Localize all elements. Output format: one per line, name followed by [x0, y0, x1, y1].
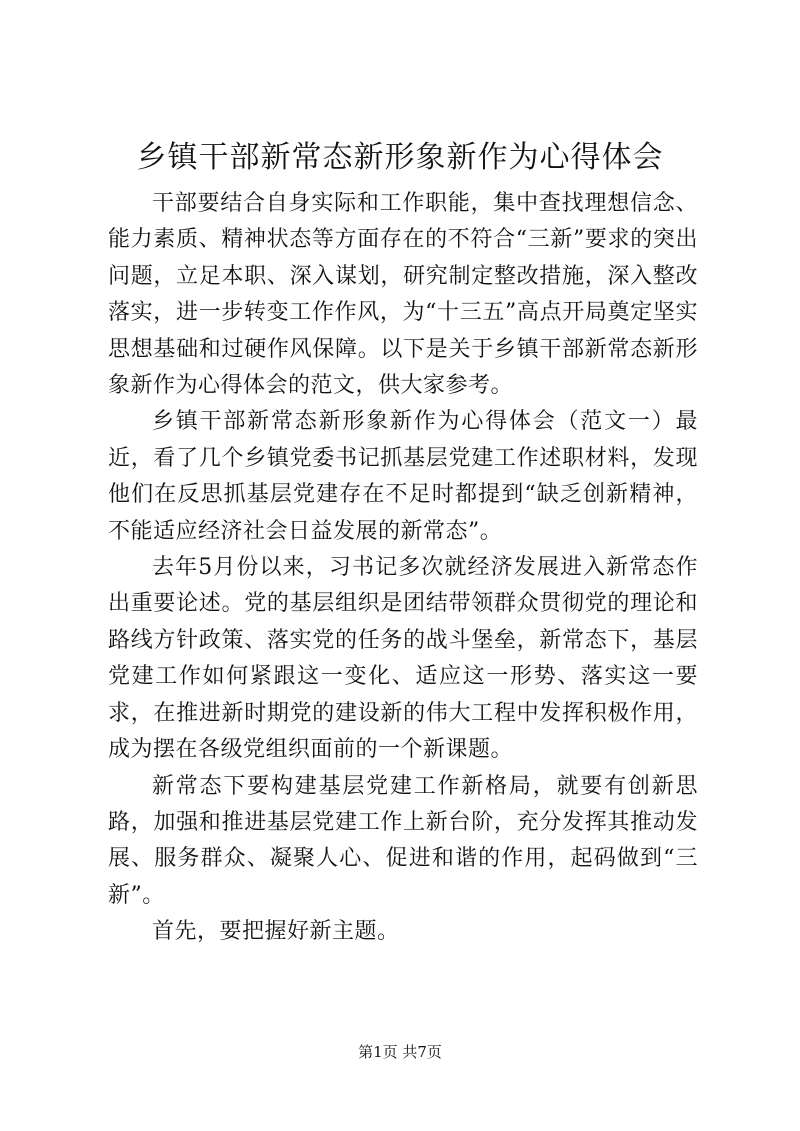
paragraph-new-pattern: 新常态下要构建基层党建工作新格局，就要有创新思路，加强和推进基层党建工作上新台阶，充分发挥其推动发展、服务群众、凝聚人心、促进和谐的作用，起码做到“三新”。: [108, 773, 698, 908]
paragraph-sample-one: 乡镇干部新常态新形象新作为心得体会（范文一）最近，看了几个乡镇党委书记抓基层党建工作述职材料，发现他们在反思抓基层党建存在不足时都提到“缺乏创新精神，不能适应经济社会日益发展的新常态”。: [108, 409, 698, 544]
document-body: [108, 186, 698, 951]
paragraph-new-normal: 去年5月份以来，习书记多次就经济发展进入新常态作出重要论述。党的基层组织是团结带领群众贯彻党的理论和路线方针政策、落实党的任务的战斗堡垒，新常态下，基层党建工作如何紧跟这一变化、适应这一形势、落实这一要求，在推进新时期党的建设新的伟大工程中发挥积极作用，成为摆在各级党组织面前的一个新课题。: [108, 555, 698, 763]
page-title: 乡镇干部新常态新形象新作为心得体会: [136, 140, 664, 175]
paragraph-first-point: 首先，要把握好新主题。: [152, 919, 400, 945]
page-footer: 第1页 共7页: [358, 1043, 442, 1061]
paragraph-intro: 干部要结合自身实际和工作职能，集中查找理想信念、能力素质、精神状态等方面存在的不符合“三新”要求的突出问题，立足本职、深入谋划，研究制定整改措施，深入整改落实，进一步转变工作作风，为“十三五”高点开局奠定坚实思想基础和过硬作风保障。以下是关于乡镇干部新常态新形象新作为心得体会的范文，供大家参考。: [108, 191, 698, 399]
